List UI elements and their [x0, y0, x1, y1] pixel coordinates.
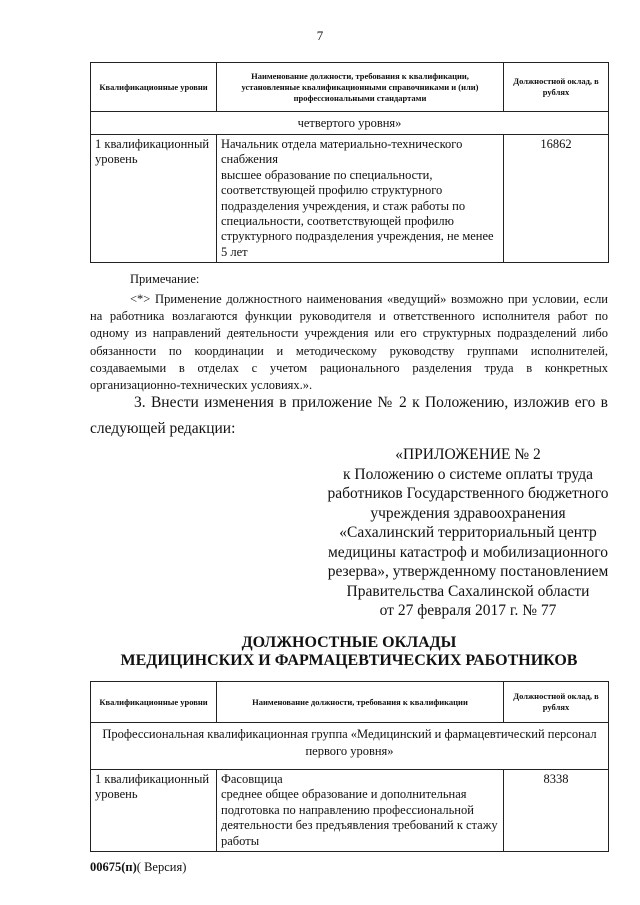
header-name: Наименование должности, требования к квалификации	[217, 682, 504, 723]
cell-salary: 8338	[504, 770, 609, 852]
group-row	[91, 112, 609, 135]
document-title-line-2: МЕДИЦИНСКИХ И ФАРМАЦЕВТИЧЕСКИХ РАБОТНИКОВ	[120, 652, 578, 669]
cell-level: 1 квалификационный уровень	[91, 135, 217, 263]
page-number: 7	[316, 28, 324, 43]
position-title: Фасовщица	[221, 772, 283, 786]
table-row	[91, 770, 609, 852]
appendix-line: «Сахалинский территориальный центр	[339, 524, 597, 541]
header-level: Квалификационные уровни	[91, 63, 217, 112]
cell-level: 1 квалификационный уровень	[91, 770, 217, 852]
appendix-line: учреждения здравоохранения	[370, 504, 566, 522]
group-row	[91, 723, 609, 770]
group-row-text: четвертого уровня»	[91, 112, 609, 135]
appendix-line: Правительства Сахалинской области	[346, 582, 590, 600]
cell-position	[217, 770, 504, 852]
table-row	[91, 135, 609, 263]
appendix-line: резерва», утвержденному постановлением	[327, 563, 609, 580]
header-name: Наименование должности, требования к квалификации, установленные квалификационными справочниками и (или) профессиональными стандартами	[217, 63, 504, 112]
group-row-text: Профессиональная квалификационная группа «Медицинский и фармацевтический персонал первого уровня»	[91, 723, 609, 770]
table-header-row	[91, 682, 609, 723]
position-title: Начальник отдела материально-технического снабжения	[221, 137, 463, 167]
appendix-header	[318, 445, 618, 621]
appendix-line: работников Государственного бюджетного	[327, 485, 609, 502]
qualification-table-bottom	[90, 681, 609, 852]
note-text: <*> Применение должностного наименования «ведущий» возможно при условии, если на работника возлагаются функции руководителя и ответственного исполнителя работ по одному из направлений деятельности учреждения или его структурных подразделений либо обязанности по координации и методическому руководству группами исполнителей, создаваемыми в отделах с учетом рационального разделения труда в конкретных организационно-технических условиях.».	[90, 292, 608, 393]
position-requirements: среднее общее образование и дополнительная подготовка по направлению профессиональной деятельности без предъявления требований к стажу работы	[221, 787, 498, 848]
appendix-line: к Положению о системе оплаты труда	[343, 465, 593, 483]
footer-document-code	[90, 860, 186, 875]
appendix-line: медицины катастроф и мобилизационного	[327, 543, 609, 561]
footer-version: ( Версия)	[136, 860, 187, 874]
item-3-paragraph: 3. Внести изменения в приложение № 2 к Положению, изложив его в следующей редакции:	[90, 394, 608, 437]
header-salary: Должностной оклад, в рублях	[504, 682, 609, 723]
cell-salary: 16862	[504, 135, 609, 263]
footer-code: 00675(п)	[90, 860, 137, 874]
note-title: Примечание:	[130, 272, 200, 286]
header-salary: Должностной оклад, в рублях	[504, 63, 609, 112]
header-level: Квалификационные уровни	[91, 682, 217, 723]
appendix-line: от 27 февраля 2017 г. № 77	[379, 602, 557, 619]
cell-position	[217, 135, 504, 263]
document-title-line-1: ДОЛЖНОСТНЫЕ ОКЛАДЫ	[241, 634, 457, 651]
table-header-row	[91, 63, 609, 112]
position-requirements: высшее образование по специальности, соответствующей профилю структурного подразделения учреждения, и стаж работы по специальности, соответствующей профилю структурного подразделения учреждения, не менее 5 лет	[221, 167, 494, 259]
qualification-table-top	[90, 62, 609, 263]
appendix-line: «ПРИЛОЖЕНИЕ № 2	[395, 446, 541, 463]
